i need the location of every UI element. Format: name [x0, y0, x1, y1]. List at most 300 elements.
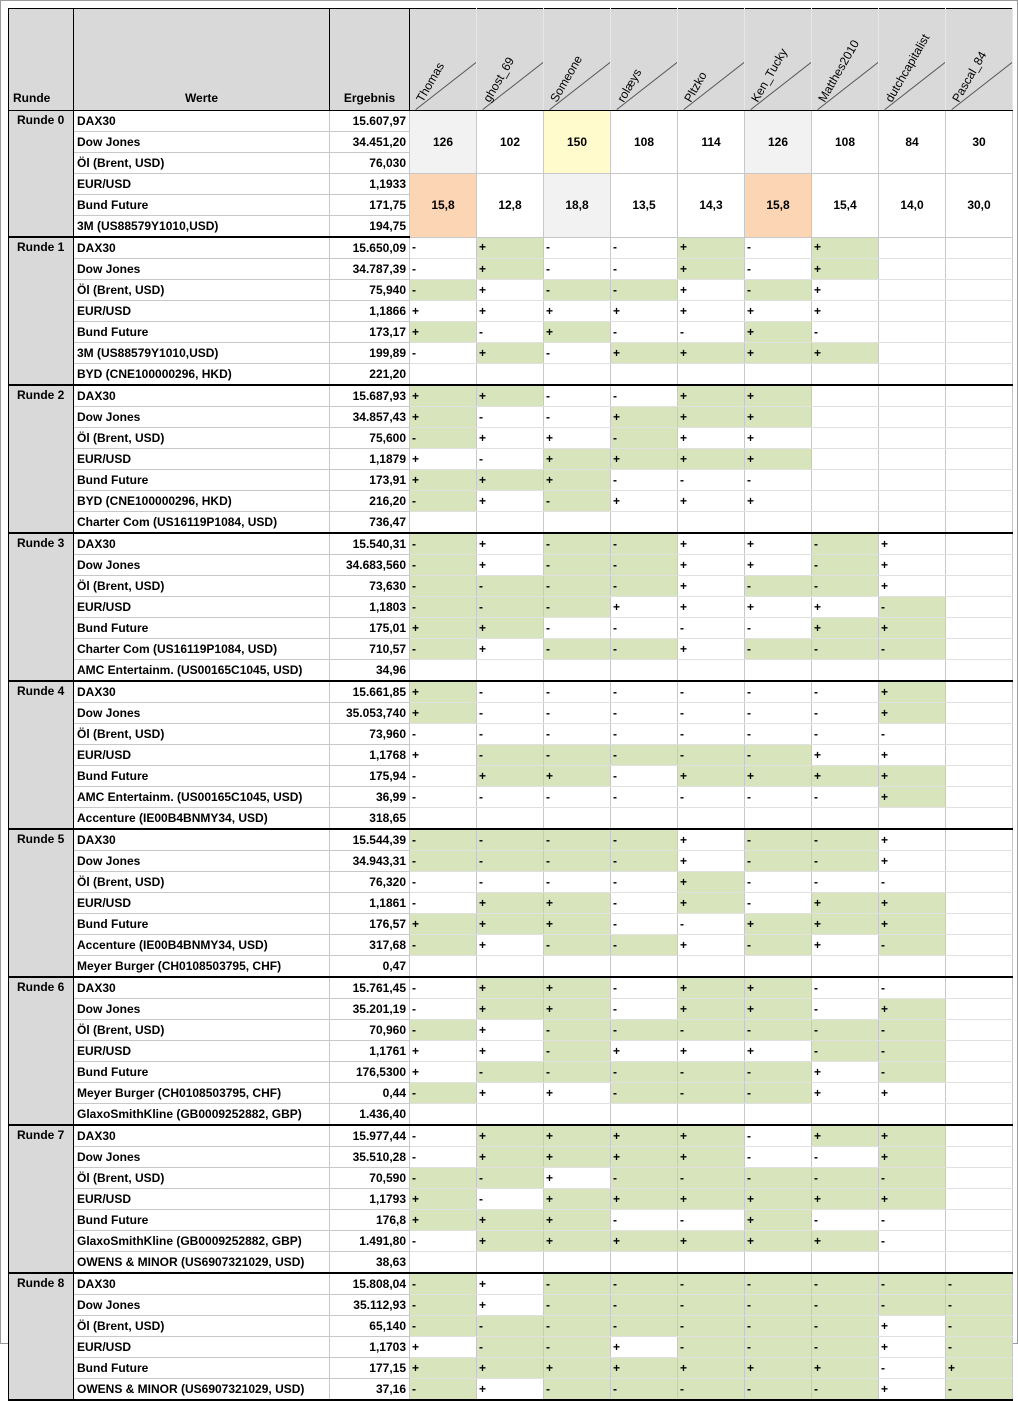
table-row — [9, 1316, 1013, 1337]
value-name: 3M (US88579Y1010,USD) — [74, 216, 330, 238]
tip-cell: - — [410, 787, 477, 808]
tip-cell — [611, 808, 678, 830]
tip-cell: + — [879, 703, 946, 724]
player-name: Ken_Tucky — [748, 45, 791, 105]
tip-cell: + — [410, 449, 477, 470]
tip-cell: + — [544, 1210, 611, 1231]
tip-cell: + — [477, 893, 544, 914]
tip-cell: - — [745, 851, 812, 872]
tip-cell — [812, 1252, 879, 1274]
table-row — [9, 343, 1013, 364]
tip-cell — [611, 660, 678, 682]
table-row — [9, 322, 1013, 343]
average-score: 15,8 — [410, 174, 477, 238]
tip-cell — [879, 808, 946, 830]
tip-cell: - — [812, 1273, 879, 1295]
value-name: Dow Jones — [74, 999, 330, 1020]
tip-cell: + — [611, 491, 678, 512]
tip-cell: - — [410, 639, 477, 660]
tip-cell: + — [879, 555, 946, 576]
tip-cell: + — [611, 1125, 678, 1147]
tip-cell: - — [745, 1062, 812, 1083]
tip-cell — [946, 597, 1013, 618]
value-name: EUR/USD — [74, 1041, 330, 1062]
result-value: 15.808,04 — [330, 1273, 410, 1295]
tip-cell: + — [678, 491, 745, 512]
tip-cell: - — [410, 766, 477, 787]
tip-cell: - — [678, 1295, 745, 1316]
result-value: 1,1866 — [330, 301, 410, 322]
tip-cell — [946, 449, 1013, 470]
tip-cell: - — [879, 1168, 946, 1189]
tip-cell: - — [410, 259, 477, 280]
tip-cell: - — [477, 1316, 544, 1337]
tip-cell: - — [477, 787, 544, 808]
tip-cell: - — [544, 851, 611, 872]
tip-cell: - — [812, 1379, 879, 1401]
tip-cell: - — [544, 1379, 611, 1401]
tip-cell: - — [544, 259, 611, 280]
tip-cell: - — [745, 681, 812, 703]
result-value: 173,17 — [330, 322, 410, 343]
tip-cell — [946, 385, 1013, 407]
tip-cell: + — [879, 829, 946, 851]
tip-cell — [544, 1252, 611, 1274]
result-value: 176,57 — [330, 914, 410, 935]
tip-cell: + — [678, 829, 745, 851]
tip-cell: + — [812, 1083, 879, 1104]
tip-cell: - — [678, 618, 745, 639]
tip-cell: + — [410, 1358, 477, 1379]
tip-cell: + — [611, 301, 678, 322]
total-points: 84 — [879, 111, 946, 174]
tip-cell — [410, 660, 477, 682]
tip-cell — [879, 956, 946, 978]
tip-cell: - — [678, 1020, 745, 1041]
tip-cell — [946, 576, 1013, 597]
value-name: DAX30 — [74, 977, 330, 999]
tip-cell: - — [611, 1062, 678, 1083]
tip-cell — [410, 364, 477, 386]
tip-cell: - — [611, 999, 678, 1020]
tip-cell: - — [678, 1273, 745, 1295]
value-name: DAX30 — [74, 681, 330, 703]
tip-cell: - — [745, 1273, 812, 1295]
result-value: 177,15 — [330, 1358, 410, 1379]
tip-cell: + — [544, 428, 611, 449]
tip-cell: - — [544, 491, 611, 512]
tip-cell: + — [745, 597, 812, 618]
result-value: 15.661,85 — [330, 681, 410, 703]
tip-cell: + — [678, 428, 745, 449]
tip-cell: + — [544, 893, 611, 914]
value-name: Bund Future — [74, 322, 330, 343]
table-row — [9, 1020, 1013, 1041]
tip-cell: - — [477, 724, 544, 745]
tip-cell: + — [812, 597, 879, 618]
tip-cell: + — [477, 935, 544, 956]
tip-cell: + — [745, 999, 812, 1020]
tip-cell: + — [745, 1231, 812, 1252]
tip-cell — [946, 1020, 1013, 1041]
value-name: Bund Future — [74, 1062, 330, 1083]
tip-cell: - — [544, 1273, 611, 1295]
total-points: 150 — [544, 111, 611, 174]
table-row — [9, 724, 1013, 745]
tip-cell: + — [879, 787, 946, 808]
result-value: 0,47 — [330, 956, 410, 978]
player-name: Pascal_84 — [949, 48, 990, 105]
table-row — [9, 660, 1013, 682]
player-header — [745, 9, 812, 111]
tip-cell — [812, 1104, 879, 1126]
table-row — [9, 893, 1013, 914]
tip-cell: - — [410, 576, 477, 597]
tip-cell: - — [812, 576, 879, 597]
table-row — [9, 1379, 1013, 1401]
tip-cell: + — [879, 1147, 946, 1168]
tip-cell: - — [477, 407, 544, 428]
tip-cell: - — [946, 1295, 1013, 1316]
table-row — [9, 1210, 1013, 1231]
tip-cell: + — [611, 449, 678, 470]
tip-cell: + — [879, 999, 946, 1020]
tip-cell: + — [544, 1168, 611, 1189]
table-row — [9, 745, 1013, 766]
tip-cell: - — [410, 1316, 477, 1337]
tip-cell: + — [410, 301, 477, 322]
tip-cell: - — [611, 893, 678, 914]
tip-cell: + — [745, 766, 812, 787]
tip-cell: - — [678, 470, 745, 491]
tip-cell: + — [477, 385, 544, 407]
tip-cell: + — [812, 1189, 879, 1210]
tip-cell — [946, 808, 1013, 830]
tip-cell: - — [678, 787, 745, 808]
tip-cell — [946, 1125, 1013, 1147]
tip-cell — [812, 428, 879, 449]
value-name: DAX30 — [74, 237, 330, 259]
round-label: Runde 7 — [9, 1125, 74, 1273]
value-name: Charter Com (US16119P1084, USD) — [74, 512, 330, 534]
tip-cell: + — [745, 914, 812, 935]
tip-cell: + — [678, 977, 745, 999]
player-header — [410, 9, 477, 111]
tip-cell: + — [879, 533, 946, 555]
tip-cell: - — [477, 872, 544, 893]
result-value: 34.787,39 — [330, 259, 410, 280]
tip-cell: + — [678, 385, 745, 407]
value-name: EUR/USD — [74, 1189, 330, 1210]
tip-cell: + — [544, 1358, 611, 1379]
tip-cell: + — [410, 703, 477, 724]
tip-cell: - — [410, 1083, 477, 1104]
tip-cell: - — [745, 745, 812, 766]
tip-cell — [544, 1104, 611, 1126]
round-label: Runde 4 — [9, 681, 74, 829]
result-value: 710,57 — [330, 639, 410, 660]
tip-cell: + — [678, 893, 745, 914]
tip-cell: + — [812, 301, 879, 322]
value-name: Öl (Brent, USD) — [74, 1168, 330, 1189]
tip-cell: + — [678, 1147, 745, 1168]
tip-cell: + — [477, 766, 544, 787]
tip-cell: + — [544, 470, 611, 491]
tip-cell — [812, 491, 879, 512]
tip-cell — [879, 237, 946, 259]
result-value: 1,1793 — [330, 1189, 410, 1210]
total-points: 30 — [946, 111, 1013, 174]
tip-cell: - — [611, 745, 678, 766]
tip-cell: + — [477, 237, 544, 259]
average-score: 14,3 — [678, 174, 745, 238]
player-name: Pltzko — [681, 69, 710, 105]
tip-cell — [946, 1083, 1013, 1104]
value-name: Bund Future — [74, 914, 330, 935]
tip-cell — [812, 364, 879, 386]
tip-cell: - — [611, 1316, 678, 1337]
tip-cell — [745, 1252, 812, 1274]
tip-cell: - — [879, 724, 946, 745]
tip-cell: + — [879, 1189, 946, 1210]
table-row — [9, 872, 1013, 893]
result-value: 35.053,740 — [330, 703, 410, 724]
average-score: 13,5 — [611, 174, 678, 238]
tip-cell: - — [544, 237, 611, 259]
tip-cell: + — [477, 1083, 544, 1104]
result-value: 70,960 — [330, 1020, 410, 1041]
result-value: 194,75 — [330, 216, 410, 238]
tip-cell: - — [678, 1316, 745, 1337]
tip-cell: + — [477, 1231, 544, 1252]
value-name: Meyer Burger (CH0108503795, CHF) — [74, 1083, 330, 1104]
tip-cell — [946, 893, 1013, 914]
tip-cell: - — [812, 1316, 879, 1337]
tip-cell: + — [544, 449, 611, 470]
tip-cell: + — [745, 428, 812, 449]
tip-cell: - — [410, 1295, 477, 1316]
total-points: 126 — [410, 111, 477, 174]
value-name: Öl (Brent, USD) — [74, 724, 330, 745]
table-row — [9, 1147, 1013, 1168]
value-name: EUR/USD — [74, 1337, 330, 1358]
value-name: Bund Future — [74, 766, 330, 787]
result-value: 73,960 — [330, 724, 410, 745]
tip-cell: + — [410, 1337, 477, 1358]
tip-cell: - — [544, 597, 611, 618]
tip-cell: + — [879, 914, 946, 935]
tip-cell — [946, 660, 1013, 682]
tip-cell — [946, 766, 1013, 787]
result-value: 15.687,93 — [330, 385, 410, 407]
total-points: 108 — [611, 111, 678, 174]
tip-cell: - — [879, 1231, 946, 1252]
round-label: Runde 6 — [9, 977, 74, 1125]
tip-cell: + — [678, 766, 745, 787]
tip-cell: - — [544, 1020, 611, 1041]
result-value: 736,47 — [330, 512, 410, 534]
table-row — [9, 1062, 1013, 1083]
value-name: DAX30 — [74, 829, 330, 851]
tip-cell: - — [611, 703, 678, 724]
tip-cell — [946, 512, 1013, 534]
tip-cell: - — [879, 977, 946, 999]
value-name: AMC Entertainm. (US00165C1045, USD) — [74, 660, 330, 682]
table-row — [9, 808, 1013, 830]
tip-cell: - — [879, 1295, 946, 1316]
result-value: 76,320 — [330, 872, 410, 893]
value-name: Bund Future — [74, 195, 330, 216]
table-row — [9, 639, 1013, 660]
tip-cell: + — [410, 745, 477, 766]
result-value: 1.491,80 — [330, 1231, 410, 1252]
tip-cell: - — [611, 470, 678, 491]
tip-cell: - — [410, 829, 477, 851]
tip-cell: - — [410, 893, 477, 914]
tip-cell — [745, 1104, 812, 1126]
tip-cell: + — [410, 407, 477, 428]
tip-cell: - — [678, 1168, 745, 1189]
tip-cell: - — [477, 322, 544, 343]
tip-cell: - — [410, 851, 477, 872]
tip-cell: - — [611, 618, 678, 639]
tip-cell: - — [745, 829, 812, 851]
value-name: Bund Future — [74, 618, 330, 639]
tip-cell: - — [410, 491, 477, 512]
round-label: Runde 2 — [9, 385, 74, 533]
tip-cell: - — [745, 872, 812, 893]
tip-cell: + — [477, 301, 544, 322]
tip-cell — [946, 491, 1013, 512]
tip-cell — [745, 364, 812, 386]
value-name: Dow Jones — [74, 851, 330, 872]
result-value: 171,75 — [330, 195, 410, 216]
tip-cell: - — [410, 597, 477, 618]
table-row — [9, 449, 1013, 470]
value-name: Accenture (IE00B4BNMY34, USD) — [74, 935, 330, 956]
tip-cell: + — [544, 766, 611, 787]
tip-cell: - — [745, 1147, 812, 1168]
table-body — [9, 9, 1013, 1401]
player-name: Thomas — [413, 59, 448, 105]
tip-cell: - — [410, 343, 477, 364]
tip-cell — [946, 301, 1013, 322]
tip-cell — [611, 512, 678, 534]
tip-cell: - — [812, 1147, 879, 1168]
tip-cell — [879, 364, 946, 386]
table-row — [9, 703, 1013, 724]
tip-cell — [477, 660, 544, 682]
tip-cell: + — [544, 1231, 611, 1252]
table-row — [9, 829, 1013, 851]
result-value: 1,1879 — [330, 449, 410, 470]
value-name: Dow Jones — [74, 407, 330, 428]
tip-cell: + — [477, 1125, 544, 1147]
tip-cell: + — [410, 470, 477, 491]
tip-cell: + — [544, 914, 611, 935]
round-label: Runde 1 — [9, 237, 74, 385]
tip-cell: - — [946, 1316, 1013, 1337]
tip-cell — [477, 808, 544, 830]
tip-cell: - — [544, 343, 611, 364]
tip-cell: + — [879, 1125, 946, 1147]
table-row — [9, 1041, 1013, 1062]
result-value: 175,94 — [330, 766, 410, 787]
tip-cell: + — [477, 1379, 544, 1401]
tip-cell — [879, 259, 946, 280]
tip-cell: + — [410, 1041, 477, 1062]
tip-cell: + — [812, 1231, 879, 1252]
value-name: Öl (Brent, USD) — [74, 428, 330, 449]
tip-cell: + — [410, 681, 477, 703]
tip-cell: - — [611, 1379, 678, 1401]
tip-cell: + — [477, 977, 544, 999]
tip-cell: + — [678, 1189, 745, 1210]
tip-cell: + — [410, 618, 477, 639]
table-row — [9, 1295, 1013, 1316]
tip-cell — [812, 407, 879, 428]
tip-cell — [879, 1104, 946, 1126]
table-row — [9, 681, 1013, 703]
value-name: DAX30 — [74, 111, 330, 132]
tip-cell: + — [745, 1189, 812, 1210]
tip-cell: - — [611, 237, 678, 259]
tip-cell: - — [410, 555, 477, 576]
tip-cell: + — [477, 259, 544, 280]
result-value: 15.977,44 — [330, 1125, 410, 1147]
tip-cell: + — [477, 1147, 544, 1168]
tip-cell: - — [812, 1337, 879, 1358]
tip-cell: + — [678, 999, 745, 1020]
tip-cell — [946, 914, 1013, 935]
tip-cell: - — [410, 1168, 477, 1189]
tip-cell: - — [611, 1083, 678, 1104]
result-value: 0,44 — [330, 1083, 410, 1104]
tip-cell — [544, 364, 611, 386]
table-row — [9, 301, 1013, 322]
tip-cell: - — [745, 724, 812, 745]
tip-cell — [812, 808, 879, 830]
value-name: EUR/USD — [74, 597, 330, 618]
result-value: 35.510,28 — [330, 1147, 410, 1168]
tip-cell — [745, 808, 812, 830]
tip-cell: + — [410, 914, 477, 935]
tip-cell — [477, 956, 544, 978]
table-row — [9, 1231, 1013, 1252]
tip-cell: + — [745, 977, 812, 999]
tip-cell — [946, 470, 1013, 491]
tip-cell: - — [745, 935, 812, 956]
result-value: 216,20 — [330, 491, 410, 512]
tip-cell — [946, 237, 1013, 259]
tip-cell — [879, 407, 946, 428]
tip-cell: - — [611, 766, 678, 787]
tip-cell: - — [678, 724, 745, 745]
table-row — [9, 1337, 1013, 1358]
total-points: 108 — [812, 111, 879, 174]
tip-cell — [812, 470, 879, 491]
tip-cell: - — [745, 1083, 812, 1104]
value-name: Dow Jones — [74, 1295, 330, 1316]
result-value: 34.943,31 — [330, 851, 410, 872]
tip-cell — [946, 639, 1013, 660]
tip-cell: + — [879, 681, 946, 703]
tip-cell: + — [812, 935, 879, 956]
tip-cell: - — [678, 703, 745, 724]
tip-cell — [544, 512, 611, 534]
tip-cell: + — [477, 1273, 544, 1295]
tip-cell — [946, 1231, 1013, 1252]
